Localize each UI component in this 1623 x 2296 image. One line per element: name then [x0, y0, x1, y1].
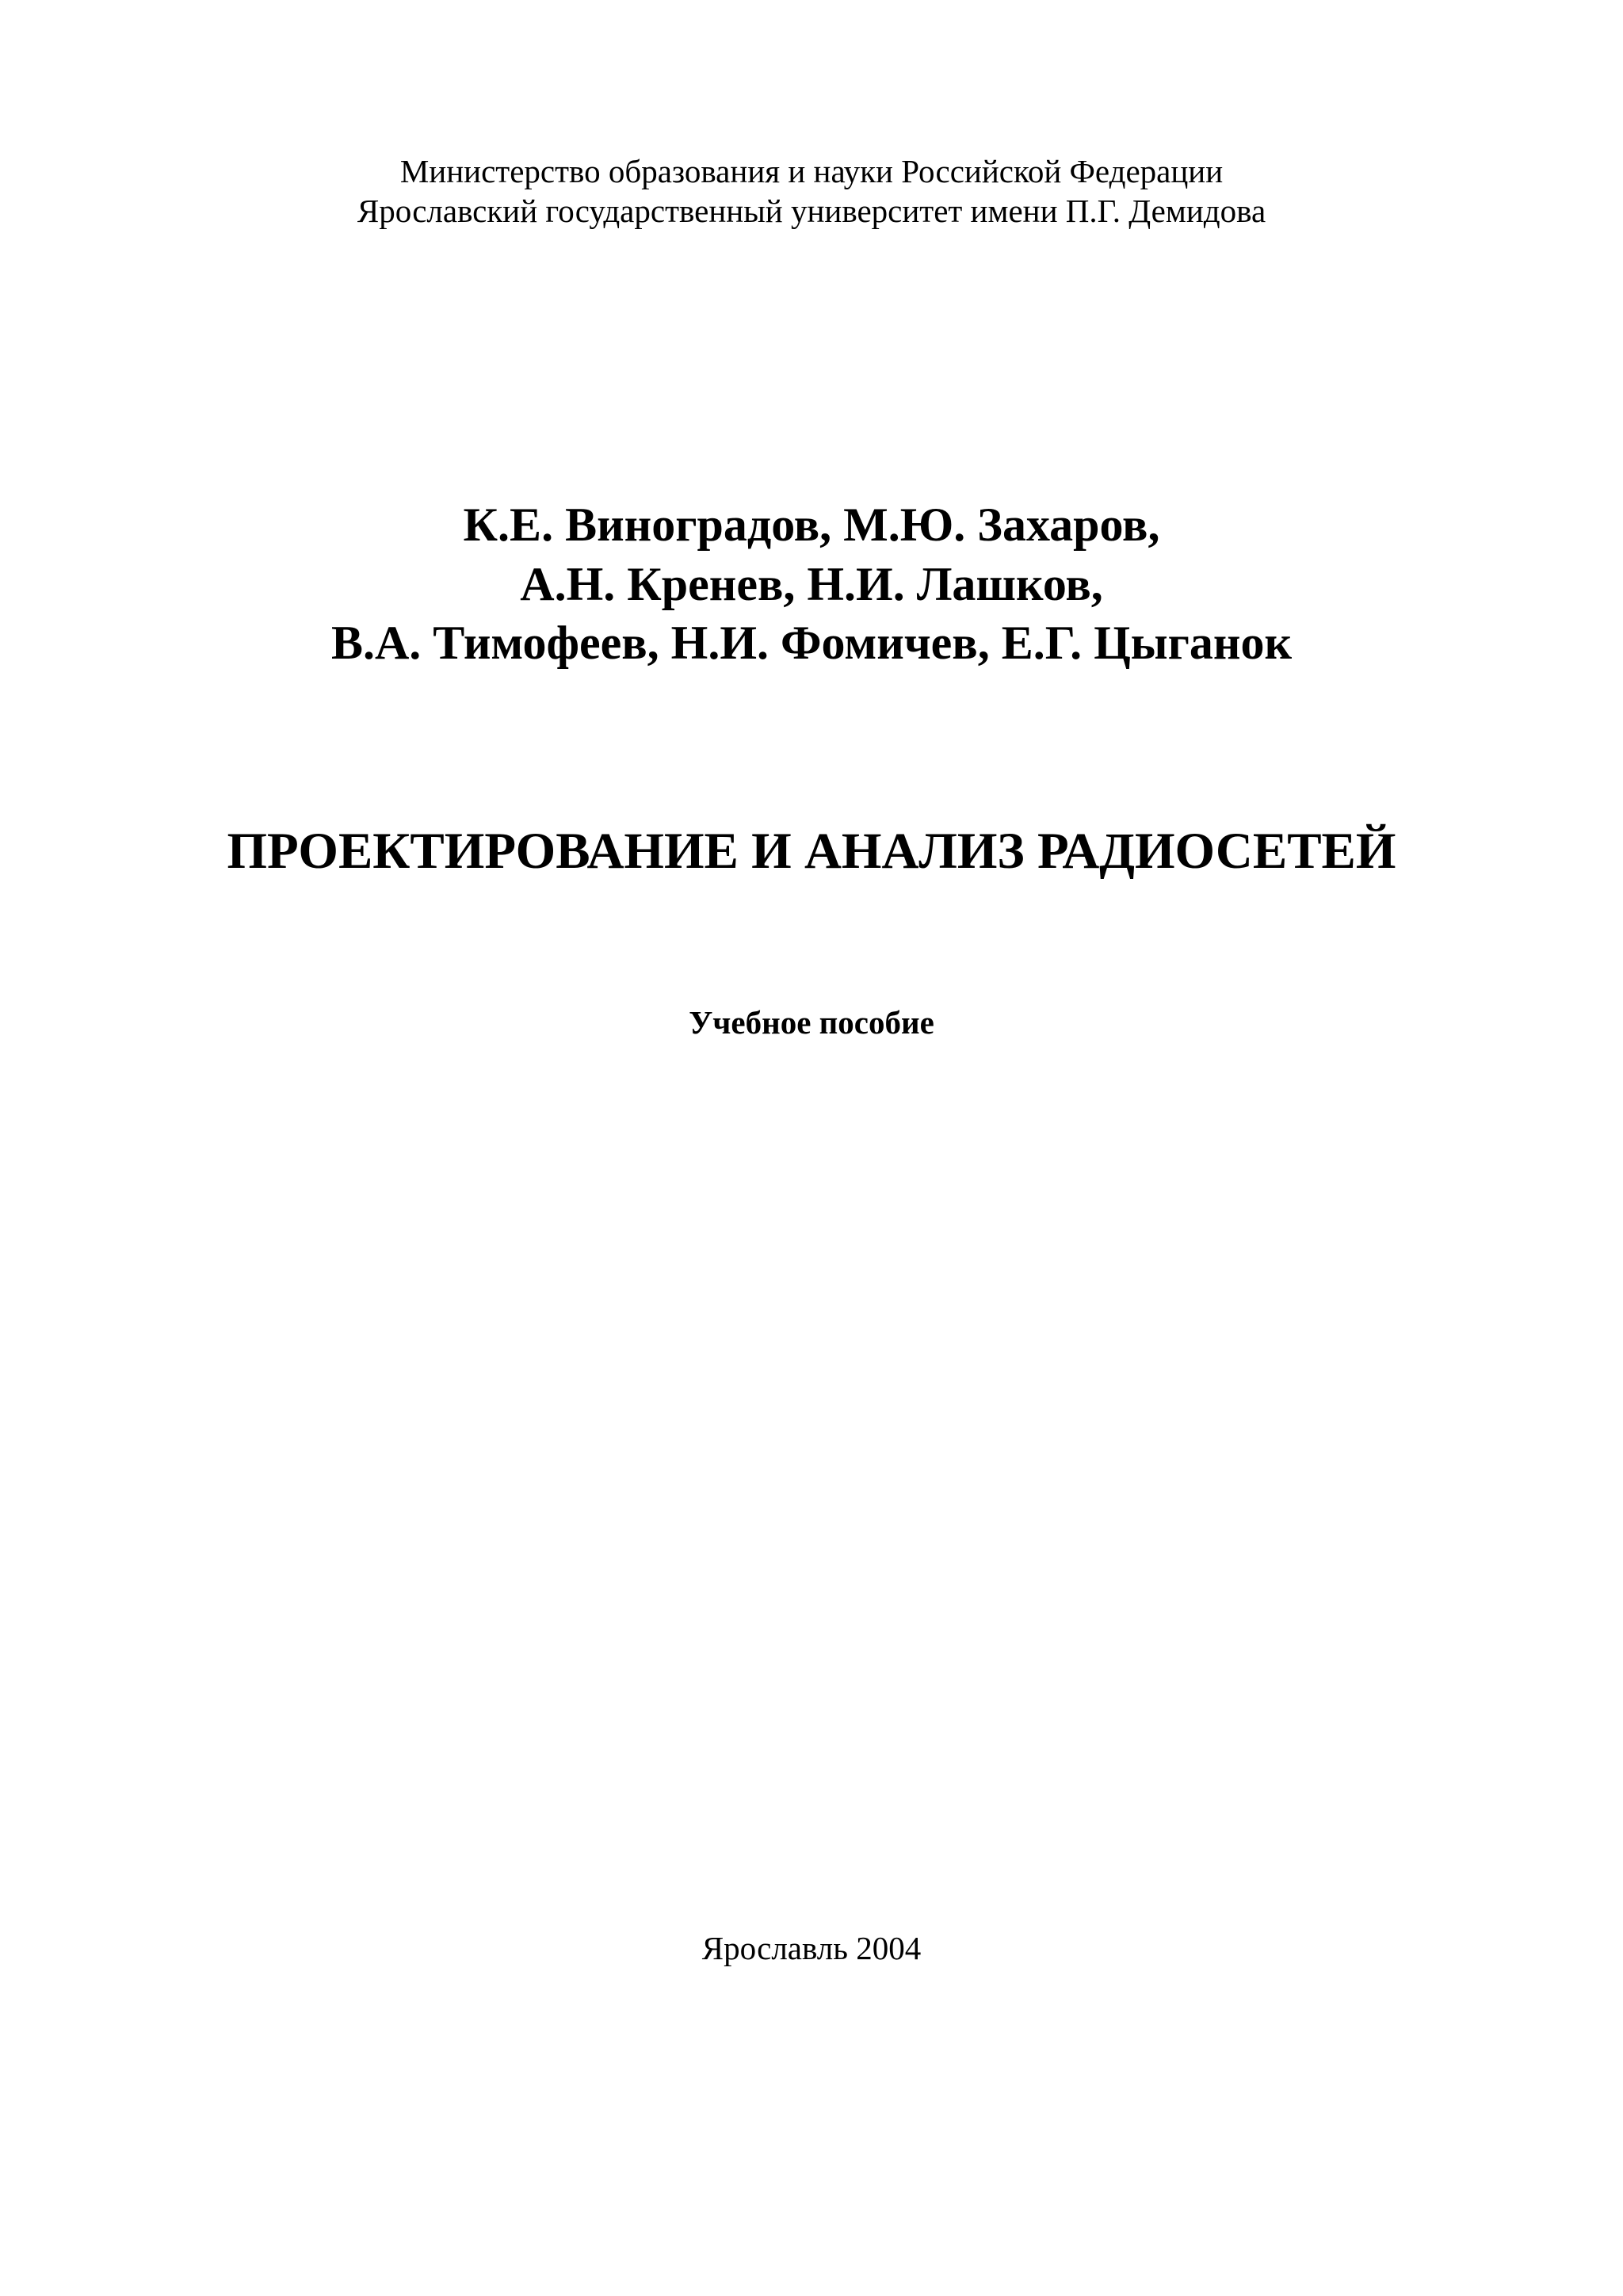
- authors-line-1: К.Е. Виноградов, М.Ю. Захаров,: [463, 499, 1160, 551]
- book-title: ПРОЕКТИРОВАНИЕ И АНАЛИЗ РАДИОСЕТЕЙ: [227, 823, 1396, 880]
- book-type: Учебное пособие: [689, 1004, 934, 1041]
- ministry-line: Министерство образования и науки Российской Федерации: [399, 153, 1224, 189]
- authors-line-3: В.А. Тимофеев, Н.И. Фомичев, Е.Г. Цыганок: [330, 617, 1293, 669]
- authors-line-2: А.Н. Кренев, Н.И. Лашков,: [520, 558, 1103, 610]
- university-line: Ярославский государственный университет имени П.Г. Демидова: [357, 193, 1266, 229]
- place-and-year: Ярославль 2004: [701, 1930, 922, 1966]
